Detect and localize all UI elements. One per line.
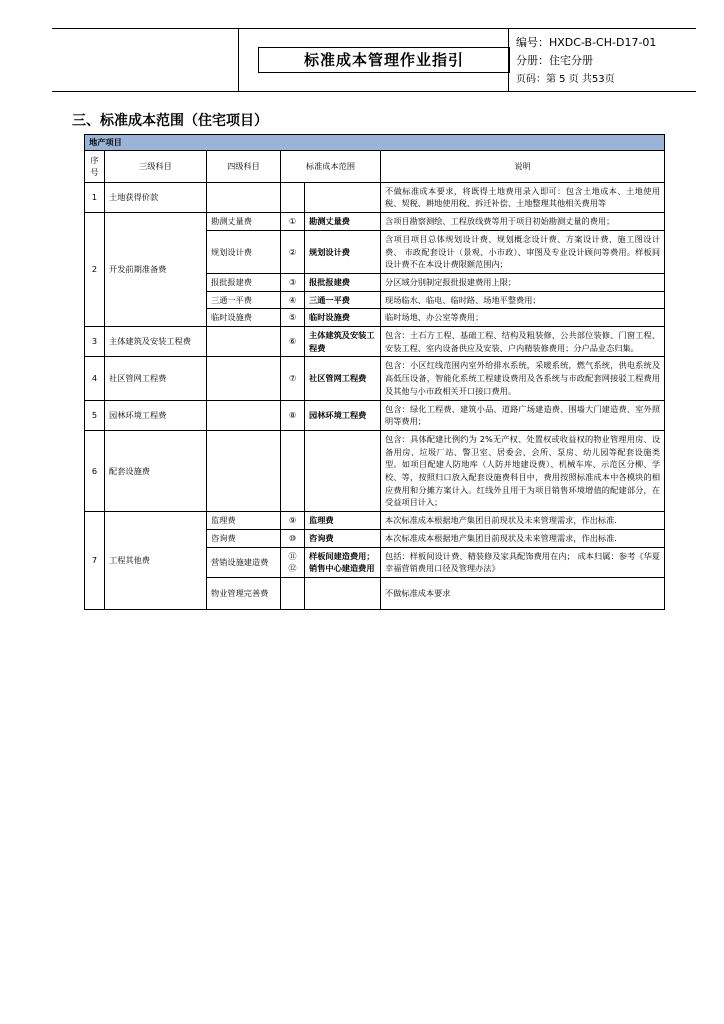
row-symbol: [281, 577, 305, 609]
row-level4: 临时设施费: [207, 309, 281, 327]
row-scope: [305, 547, 381, 577]
row-desc: 包括：样板间设计费、精装修及家具配饰费用在内； 成本归属：参考《华夏幸福营销费用口径及管理办法》: [381, 547, 665, 577]
row-level4: 报批报建费: [207, 273, 281, 291]
scope-sample-room: 样板间建造费用；: [309, 550, 375, 561]
header-divider: [238, 29, 239, 91]
column-header-row: [85, 150, 665, 182]
document-code: 编号：HXDC-B-CH-D17-01: [516, 36, 657, 49]
row-level4: [207, 327, 281, 357]
row-desc: 含项目勘察测绘、工程放线费等用于项目初始勘测丈量的费用；: [381, 213, 665, 231]
table-row: [85, 357, 665, 400]
row-level4: [207, 182, 281, 212]
row-symbol: ②: [281, 230, 305, 273]
row-symbol: ⑩: [281, 529, 305, 547]
scope-sales-center: 销售中心建造费用: [309, 563, 375, 574]
table-row: [85, 182, 665, 212]
row-level4: 规划设计费: [207, 230, 281, 273]
row-seq: 5: [85, 400, 105, 430]
row-symbol: [281, 547, 305, 577]
row-seq: 4: [85, 357, 105, 400]
row-level4: [207, 357, 281, 400]
row-level3: 工程其他费: [105, 512, 207, 610]
row-scope: 园林环境工程费: [305, 400, 381, 430]
row-desc: 不做标准成本要求，将既得土地费用录入即可：包含土地成本、土地使用税、契税、耕地使用税、拆迁补偿、土地整理其他相关费用等: [381, 182, 665, 212]
col-level4: 四级科目: [207, 150, 281, 182]
row-desc: 包含：小区红线范围内室外给排水系统，采暖系统，燃气系统，供电系统及高低压设备，智能化系统工程建设费用及各系统与市政配套网接驳工程费用及其他与小市政相关开口接口费用。: [381, 357, 665, 400]
row-level4: 咨询费: [207, 529, 281, 547]
symbol-11: ⑪: [288, 550, 297, 561]
table-row: [85, 213, 665, 231]
row-level3: 土地获得价款: [105, 182, 207, 212]
row-level3: 开发前期准备费: [105, 213, 207, 327]
row-symbol: ⑦: [281, 357, 305, 400]
row-scope: [305, 577, 381, 609]
col-scope: 标准成本范围: [281, 150, 381, 182]
section-title: 三、标准成本范围（住宅项目）: [72, 113, 268, 129]
standard-cost-scope-table: [84, 134, 665, 610]
row-desc: 含项目项目总体规划设计费、规划概念设计费、方案设计费、施工图设计费、 市政配套设计（景观、小市政）、审图及专业设计顾问等费用。样板间设计费不在本设计费限额范围内；: [381, 230, 665, 273]
row-seq: 6: [85, 430, 105, 511]
row-scope: 三通一平费: [305, 291, 381, 309]
row-seq: 1: [85, 182, 105, 212]
symbol-12: ⑫: [288, 563, 297, 574]
row-desc: 本次标准成本根据地产集团目前现状及未来管理需求，作出标准.: [381, 529, 665, 547]
row-level3: 园林环境工程费: [105, 400, 207, 430]
row-desc: 本次标准成本根据地产集团目前现状及未来管理需求，作出标准.: [381, 512, 665, 530]
col-desc: 说明: [381, 150, 665, 182]
row-scope: 主体建筑及安装工程费: [305, 327, 381, 357]
row-level3: 配套设施费: [105, 430, 207, 511]
row-symbol: ④: [281, 291, 305, 309]
row-symbol: ①: [281, 213, 305, 231]
row-level4: 三通一平费: [207, 291, 281, 309]
row-scope: 社区管网工程费: [305, 357, 381, 400]
row-symbol: [281, 430, 305, 511]
category-row: [85, 135, 665, 151]
row-scope: 报批报建费: [305, 273, 381, 291]
table-row: [85, 512, 665, 530]
row-level4: [207, 400, 281, 430]
table-row: [85, 400, 665, 430]
row-level4: 物业管理完善费: [207, 577, 281, 609]
row-seq: 2: [85, 213, 105, 327]
table-row: [85, 327, 665, 357]
row-desc: 现场临水、临电、临时路、场地平整费用；: [381, 291, 665, 309]
page-number: 页码：第 5 页 共53页: [516, 74, 615, 85]
row-scope: 咨询费: [305, 529, 381, 547]
row-symbol: [281, 182, 305, 212]
row-level4: 营销设施建造费: [207, 547, 281, 577]
row-level4: [207, 430, 281, 511]
row-symbol: ⑤: [281, 309, 305, 327]
col-seq: 序号: [85, 150, 105, 182]
row-scope: [305, 182, 381, 212]
row-scope: [305, 430, 381, 511]
category-label: 地产项目: [85, 135, 665, 151]
document-header: [52, 28, 696, 92]
row-scope: 监理费: [305, 512, 381, 530]
row-scope: 勘测丈量费: [305, 213, 381, 231]
row-symbol: ⑨: [281, 512, 305, 530]
row-symbol: ③: [281, 273, 305, 291]
document-title: 标准成本管理作业指引: [258, 47, 510, 73]
row-level3: 社区管网工程费: [105, 357, 207, 400]
row-desc: 不做标准成本要求: [381, 577, 665, 609]
row-symbol: ⑧: [281, 400, 305, 430]
row-desc: 临时场地、办公室等费用；: [381, 309, 665, 327]
row-seq: 7: [85, 512, 105, 610]
row-level4: 监理费: [207, 512, 281, 530]
row-desc: 包含：具体配建比例约为 2%无产权、处置权或收益权的物业管理用房、设备用房、垃圾厂站、警卫室、居委会、会所、泵房、幼儿园等配套设施类型。如项目配建人防地库（人防并地建设费）、机械车库、示范区分柳、学校、等，按照归口放入配套设施费科目中，费用按照标准成本中各模块的相应费用和分摊方案计入。红线外且用于为项目销售环境增值的配建部分，在受益项目计入；: [381, 430, 665, 511]
row-level4: 勘测丈量费: [207, 213, 281, 231]
row-scope: 规划设计费: [305, 230, 381, 273]
row-scope: 临时设施费: [305, 309, 381, 327]
row-symbol: ⑥: [281, 327, 305, 357]
row-desc: 分区域分别制定报批报建费用上限；: [381, 273, 665, 291]
row-desc: 包含：土石方工程、基础工程、结构及粗装修、公共部位装修、门窗工程、安装工程、室内设备供应及安装、户内精装修费用；分户品业态归集。: [381, 327, 665, 357]
document-volume: 分册：住宅分册: [516, 54, 593, 67]
table-row: [85, 430, 665, 511]
row-level3: 主体建筑及安装工程费: [105, 327, 207, 357]
col-level3: 三级科目: [105, 150, 207, 182]
row-seq: 3: [85, 327, 105, 357]
row-desc: 包含：绿化工程费、建筑小品、道路广场建造费、围墙大门建造费、室外照明等费用；: [381, 400, 665, 430]
